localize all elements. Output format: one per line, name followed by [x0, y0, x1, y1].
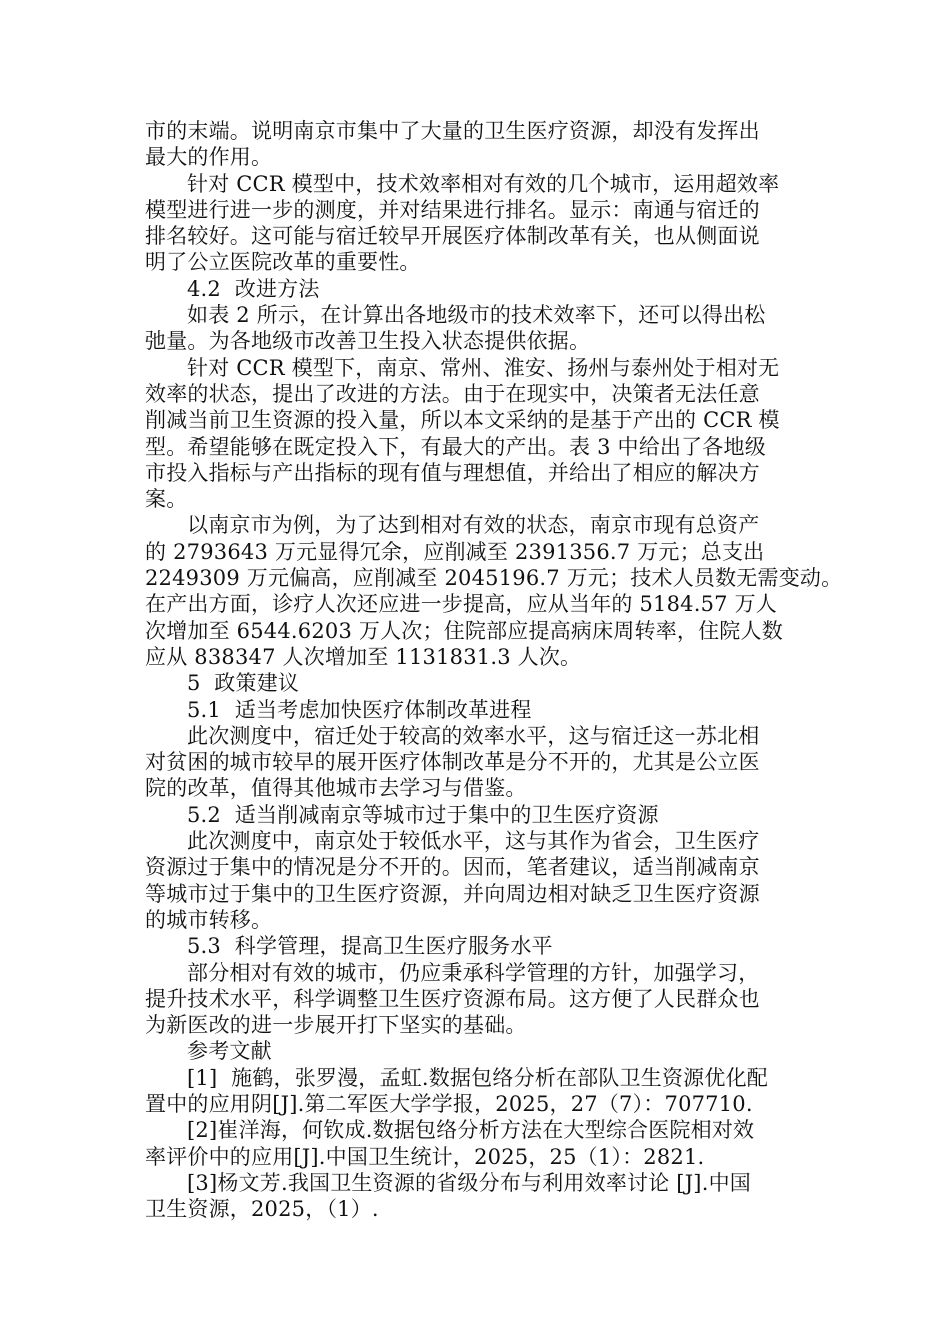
text-line: 为新医改的进一步展开打下坚实的基础。 [145, 1013, 527, 1038]
text-line: 最大的作用。 [145, 145, 273, 170]
text-line: 削减当前卫生资源的投入量，所以本文采纳的是基于产出的 CCR 模 [145, 408, 780, 433]
text-line: 2249309 万元偏高，应削减至 2045196.7 万元；技术人员数无需变动。 [145, 566, 843, 591]
text-line: 明了公立医院改革的重要性。 [145, 250, 421, 275]
text-line: 此次测度中，宿迁处于较高的效率水平，这与宿迁这一苏北相 [187, 723, 760, 748]
text-line: 效率的状态，提出了改进的方法。由于在现实中，决策者无法任意 [145, 381, 760, 406]
text-line: 针对 CCR 模型中，技术效率相对有效的几个城市，运用超效率 [187, 171, 780, 196]
text-line: 5.1 适当考虑加快医疗体制改革进程 [187, 697, 532, 722]
text-line: 置中的应用阴[J].第二军医大学学报，2025，27（7）：707710. [145, 1091, 753, 1116]
text-line: 以南京市为例，为了达到相对有效的状态，南京市现有总资产 [187, 513, 760, 538]
text-line: [1] 施鹤，张罗漫，孟虹.数据包络分析在部队卫生资源优化配 [187, 1065, 768, 1090]
text-line: 模型进行进一步的测度，并对结果进行排名。显示：南通与宿迁的 [145, 197, 760, 222]
text-line: 5.2 适当削减南京等城市过于集中的卫生医疗资源 [187, 802, 659, 827]
text-line: 在产出方面，诊疗人次还应进一步提高，应从当年的 5184.57 万人 [145, 592, 777, 617]
text-line: 此次测度中，南京处于较低水平，这与其作为省会，卫生医疗 [187, 829, 760, 854]
text-line: 排名较好。这可能与宿迁较早开展医疗体制改革有关，也从侧面说 [145, 224, 760, 249]
text-line: 提升技术水平，科学调整卫生医疗资源布局。这方便了人民群众也 [145, 986, 760, 1011]
text-line: 参考文献 [187, 1039, 272, 1064]
text-line: 卫生资源，2025，（1）. [145, 1197, 379, 1222]
text-line: 5.3 科学管理，提高卫生医疗服务水平 [187, 934, 553, 959]
text-line: 针对 CCR 模型下，南京、常州、淮安、扬州与泰州处于相对无 [187, 355, 780, 380]
document-body [145, 118, 843, 1222]
text-line: 如表 2 所示，在计算出各地级市的技术效率下，还可以得出松 [187, 303, 766, 328]
text-line: [2]崔洋海，何钦成.数据包络分析方法在大型综合医院相对效 [187, 1118, 755, 1143]
text-line: 等城市过于集中的卫生医疗资源，并向周边相对缺乏卫生医疗资源 [145, 881, 760, 906]
text-line: 对贫困的城市较早的展开医疗体制改革是分不开的，尤其是公立医 [145, 750, 760, 775]
text-line: 市投入指标与产出指标的现有值与理想值，并给出了相应的解决方 [145, 460, 760, 485]
text-line: [3]杨文芳.我国卫生资源的省级分布与利用效率讨论 [J].中国 [187, 1170, 751, 1195]
text-line: 院的改革，值得其他城市去学习与借鉴。 [145, 776, 527, 801]
text-line: 4.2 改进方法 [187, 276, 320, 301]
text-line: 5 政策建议 [187, 671, 300, 696]
text-line: 的城市转移。 [145, 907, 273, 932]
text-line: 次增加至 6544.6203 万人次；住院部应提高病床周转率，住院人数 [145, 618, 783, 643]
text-line: 市的末端。说明南京市集中了大量的卫生医疗资源，却没有发挥出 [145, 119, 760, 143]
text-line: 率评价中的应用[J].中国卫生统计，2025，25（1）：2821. [145, 1144, 705, 1169]
text-line: 资源过于集中的情况是分不开的。因而，笔者建议，适当削减南京 [145, 855, 760, 880]
text-line: 弛量。为各地级市改善卫生投入状态提供依据。 [145, 329, 591, 354]
text-line: 的 2793643 万元显得冗余，应削减至 2391356.7 万元；总支出 [145, 539, 765, 564]
text-line: 案。 [145, 487, 188, 512]
text-line: 型。希望能够在既定投入下，有最大的产出。表 3 中给出了各地级 [145, 434, 766, 459]
text-line: 应从 838347 人次增加至 1131831.3 人次。 [145, 644, 582, 669]
text-line: 部分相对有效的城市，仍应秉承科学管理的方针，加强学习， [187, 960, 760, 985]
